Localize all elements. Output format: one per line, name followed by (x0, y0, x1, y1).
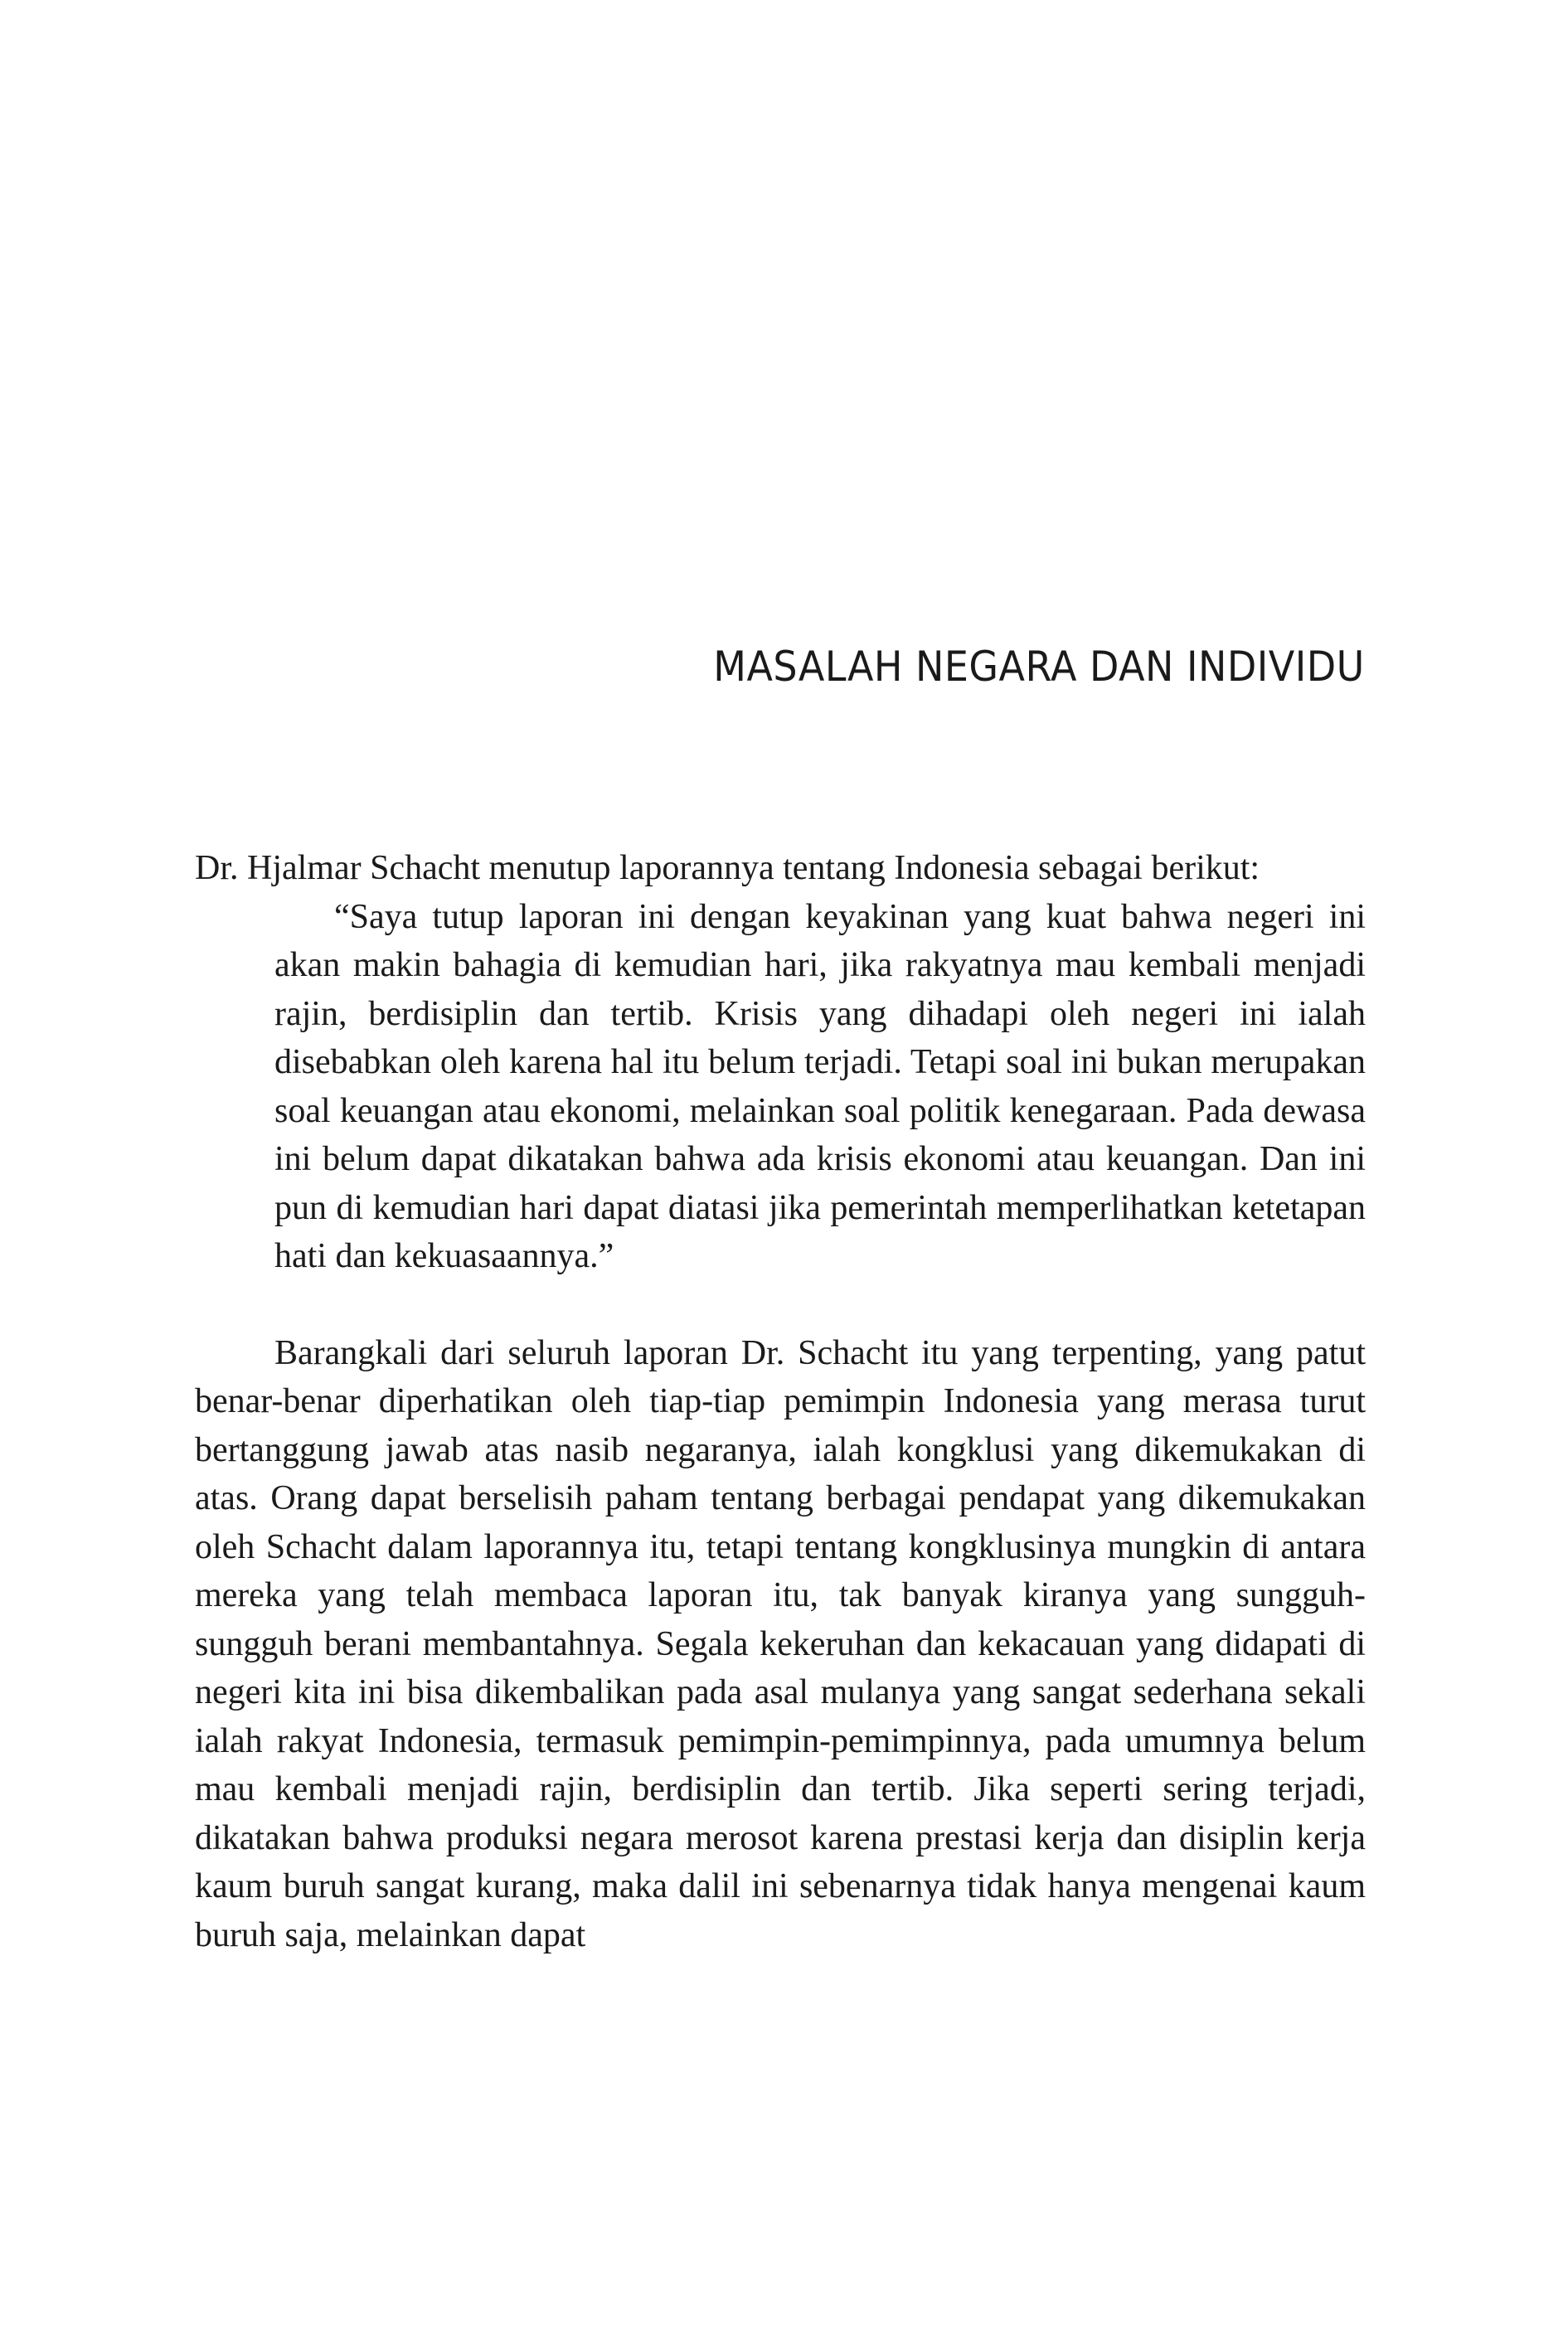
block-quote: “Saya tutup laporan ini dengan keyakinan yang kuat bahwa negeri ini akan makin bahagia di kemudian hari, jika rakyatnya mau kembali menjadi rajin, berdisiplin dan tertib. Krisis yang dihadapi oleh negeri ini ialah disebabkan oleh karena hal itu belum terjadi. Tetapi soal ini bukan merupakan soal keuangan atau ekonomi, melainkan soal politik kenegaraan. Pada dewasa ini belum dapat dikatakan bahwa ada krisis ekonomi atau keuangan. Dan ini pun di kemudian hari dapat diatasi jika pemerintah memperlihatkan ketetapan hati dan kekuasaannya.” (274, 897, 1366, 1275)
chapter-title: MASALAH NEGARA DAN INDIVIDU (713, 643, 1365, 691)
page-body (195, 844, 1366, 1959)
intro-paragraph: Dr. Hjalmar Schacht menutup laporannya tentang Indonesia sebagai berikut: (195, 849, 1260, 887)
body-paragraph: Barangkali dari seluruh laporan Dr. Schacht itu yang terpenting, yang patut benar-benar diperhatikan oleh tiap-tiap pemimpin Indonesia yang merasa turut bertanggung jawab atas nasib negaranya, ialah kongklusi yang dikemukakan di atas. Orang dapat berselisih paham tentang berbagai pendapat yang dikemukakan oleh Schacht dalam laporannya itu, tetapi tentang kongklusinya mungkin di antara mereka yang telah membaca laporan itu, tak banyak kiranya yang sungguh-sungguh berani membantahnya. Segala kekeruhan dan kekacauan yang didapati di negeri kita ini bisa dikembalikan pada asal mulanya yang sangat sederhana sekali ialah rakyat Indonesia, termasuk pemimpin-pemimpinnya, pada umumnya belum mau kembali menjadi rajin, berdisiplin dan tertib. Jika seperti sering terjadi, dikatakan bahwa produksi negara merosot karena prestasi kerja dan disiplin kerja kaum buruh sangat kurang, maka dalil ini sebenarnya tidak hanya mengenai kaum buruh saja, melainkan dapat (195, 1333, 1366, 1954)
